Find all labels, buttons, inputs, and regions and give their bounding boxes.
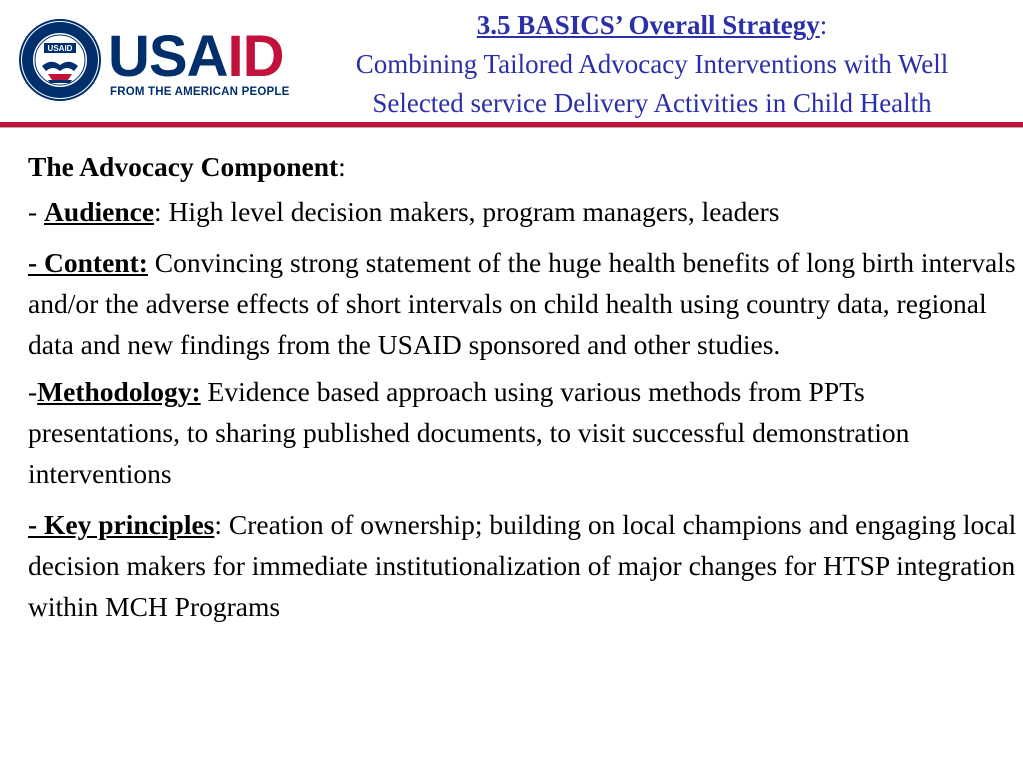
slide-title [296,6,1008,123]
wordmark-usa: USA [108,24,228,89]
section-heading-colon: : [338,151,346,182]
header-divider-gray [0,127,1023,128]
section-heading-text: The Advocacy Component [28,151,339,182]
audience-item [28,191,1018,232]
methodology-label: Methodology: [37,376,201,407]
methodology-text: Evidence based approach using various methods from PPTs presentations, to sharing published documents, to visit successful demonstration interventions [28,376,910,489]
title-main: 3.5 BASICS’ Overall Strategy [476,10,820,40]
slide-body [28,146,1018,627]
title-colon: : [819,10,828,40]
audience-prefix: - [28,196,45,227]
usaid-seal-logo [18,18,102,102]
section-heading [28,146,1018,187]
content-item [28,242,1018,365]
usaid-tagline: FROM THE AMERICAN PEOPLE [110,86,290,98]
usaid-wordmark-text [108,24,284,89]
content-text: Convincing strong statement of the huge health benefits of long birth intervals and/or the adverse effects of short intervals on child health using country data, regional data and new findings from the USAID sponsored and other studies. [28,247,1016,360]
audience-label: Audience [44,196,155,227]
key-principles-label: - Key principles [28,509,215,540]
methodology-item [28,371,1018,494]
usaid-wordmark [108,24,298,102]
methodology-prefix: - [28,376,38,407]
wordmark-id: ID [227,24,284,89]
svg-text:USAID: USAID [47,44,73,53]
subtitle-line-2: Selected service Delivery Activities in Child Health [372,88,932,118]
slide-header [0,0,1023,132]
title-main-line [296,6,1008,45]
content-label: - Content: [28,247,148,278]
key-principles-text: : Creation of ownership; building on local champions and engaging local decision makers for immediate institutionalization of major changes for HTSP integration within MCH Programs [28,509,1017,622]
key-principles-item [28,504,1018,627]
audience-text: : High level decision makers, program managers, leaders [154,196,780,227]
subtitle-line-1: Combining Tailored Advocacy Interventions with Well [355,49,949,79]
